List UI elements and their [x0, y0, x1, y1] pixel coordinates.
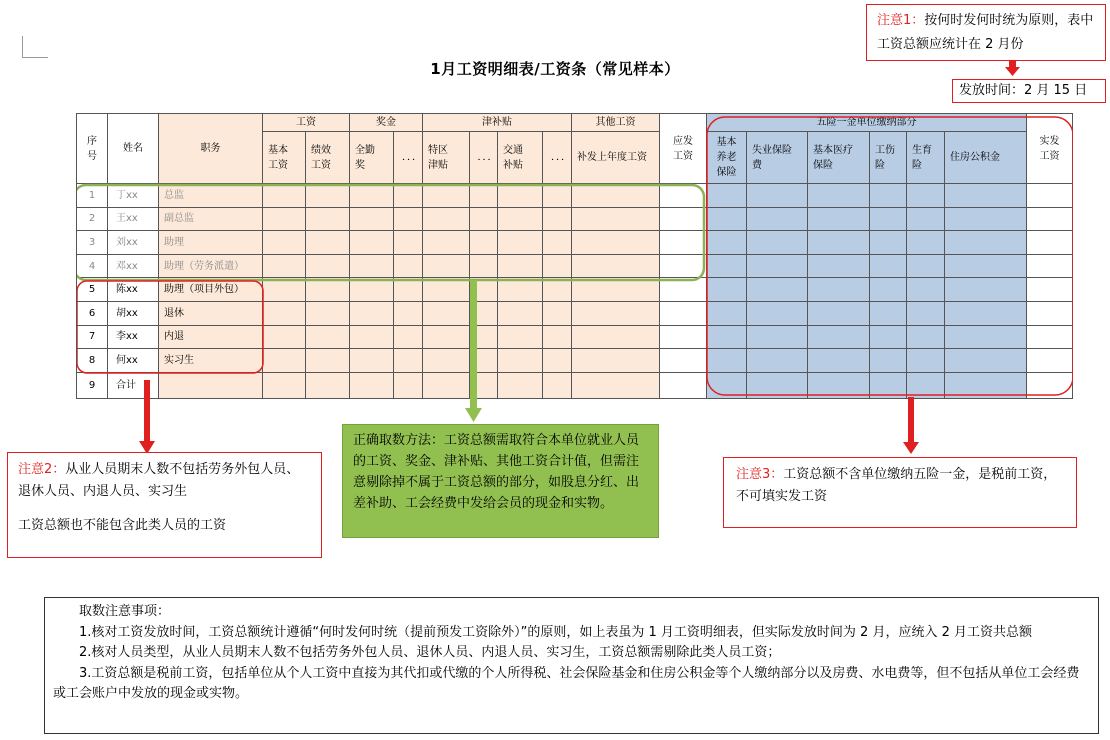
- header-bonus: 奖金: [350, 114, 423, 132]
- row-name: 刘xx: [108, 231, 159, 255]
- red-outline-left: [77, 281, 263, 373]
- pay-date-box: 发放时间：2 月 15 日: [952, 79, 1106, 103]
- header-dots-2: ．．．: [470, 132, 498, 184]
- header-seq: 序号: [77, 114, 108, 184]
- header-allowance: 津补贴: [423, 114, 572, 132]
- header-other-wage: 其他工资: [572, 114, 660, 132]
- note-1-label: 注意1：: [877, 13, 925, 28]
- note-2: [7, 452, 322, 558]
- row-name: 陈xx: [108, 278, 159, 302]
- note-3-label: 注意3：: [736, 467, 784, 482]
- row-position: 助理（项目外包）: [159, 278, 263, 302]
- header-special-area: 特区津贴: [423, 132, 470, 184]
- header-dots-3: ．．．: [543, 132, 572, 184]
- row-position: 退休: [159, 302, 263, 326]
- row-no: 9: [77, 373, 108, 399]
- row-position: 内退: [159, 326, 263, 350]
- note-2-text: 从业人员期末人数不包括劳务外包人员、退休人员、内退人员、实习生: [18, 462, 300, 499]
- row-no: 6: [77, 302, 108, 326]
- header-perf-wage: 绩效工资: [306, 132, 350, 184]
- header-position: 职务: [159, 114, 263, 184]
- summary-heading: 取数注意事项：: [79, 604, 171, 619]
- header-base-wage: 基本工资: [263, 132, 306, 184]
- header-wage: 工资: [263, 114, 350, 132]
- green-note: 正确取数方法：工资总额需取符合本单位就业人员的工资、奖金、津补贴、其他工资合计值，但需注意剔除掉不属于工资总额的部分，如股息分红、出差补助、工会经费中发给会员的现金和实物。: [342, 424, 659, 538]
- header-dots-1: ．．．: [394, 132, 423, 184]
- row-position: 助理（劳务派遣）: [159, 255, 263, 279]
- row-name: 何xx: [108, 349, 159, 373]
- row-no: 1: [77, 184, 108, 208]
- arrow-note3-down: [903, 397, 919, 454]
- row-name: 丁xx: [108, 184, 159, 208]
- note-2-label: 注意2：: [18, 462, 66, 477]
- summary-item-3: 3.工资总额是税前工资，包括单位从个人工资中直接为其代扣或代缴的个人所得税、社会保险基金和住房公积金等个人缴纳部分以及房费、水电费等，但不包括从单位工会经费或工会账户中发放的现金或实物。: [53, 665, 1080, 701]
- header-back-pay: 补发上年度工资: [572, 132, 660, 184]
- row-position: 副总监: [159, 208, 263, 232]
- salary-table: [76, 113, 1073, 399]
- header-five-insurances: 五险一金单位缴纳部分: [707, 114, 1027, 132]
- row-name: 合计: [108, 373, 159, 399]
- header-pension: 基本养老保险: [707, 132, 747, 184]
- header-net-pay: 实发工资: [1027, 114, 1073, 184]
- row-no: 3: [77, 231, 108, 255]
- note-1: [866, 4, 1106, 61]
- row-position: 助理: [159, 231, 263, 255]
- page-corner-mark: [22, 36, 48, 58]
- page-title: 1月工资明细表/工资条（常见样本）: [430, 60, 680, 78]
- note-3-text: 工资总额不含单位缴纳五险一金，是税前工资，不可填实发工资: [736, 467, 1057, 504]
- note-2-text-2: 工资总额也不能包含此类人员的工资: [18, 518, 227, 533]
- header-medical: 基本医疗保险: [808, 132, 870, 184]
- row-no: 7: [77, 326, 108, 350]
- row-no: 5: [77, 278, 108, 302]
- header-injury: 工伤险: [870, 132, 907, 184]
- note-1-text: 按何时发何时统为原则，表中工资总额应统计在 2 月份: [877, 13, 1094, 52]
- header-name: 姓名: [108, 114, 159, 184]
- summary-box: [44, 597, 1099, 734]
- header-housing-fund: 住房公积金: [945, 132, 1027, 184]
- row-position: 实习生: [159, 349, 263, 373]
- row-name: 邓xx: [108, 255, 159, 279]
- row-name: 王xx: [108, 208, 159, 232]
- green-outline: [77, 185, 704, 280]
- header-transport: 交通补贴: [498, 132, 543, 184]
- header-maternity: 生育险: [907, 132, 945, 184]
- table-overlay: [77, 114, 1073, 399]
- header-payable: 应发工资: [660, 114, 707, 184]
- row-name: 李xx: [108, 326, 159, 350]
- row-no: 2: [77, 208, 108, 232]
- row-no: 4: [77, 255, 108, 279]
- row-no: 8: [77, 349, 108, 373]
- summary-item-1: 1.核对工资发放时间，工资总额统计遵循“何时发何时统（提前预发工资除外）”的原则，如上表虽为 1 月工资明细表，但实际发放时间为 2 月，应统入 2 月工资共总额: [79, 624, 1032, 640]
- note-3: [723, 457, 1077, 528]
- summary-item-2: 2.核对人员类型，从业人员期末人数不包括劳务外包人员、退休人员、内退人员、实习生，工资总额需剔除此类人员工资；: [79, 645, 781, 660]
- header-unemployment: 失业保险费: [747, 132, 808, 184]
- row-position: 总监: [159, 184, 263, 208]
- row-name: 胡xx: [108, 302, 159, 326]
- red-outline-right: [707, 117, 1073, 395]
- header-full-attendance: 全勤奖: [350, 132, 394, 184]
